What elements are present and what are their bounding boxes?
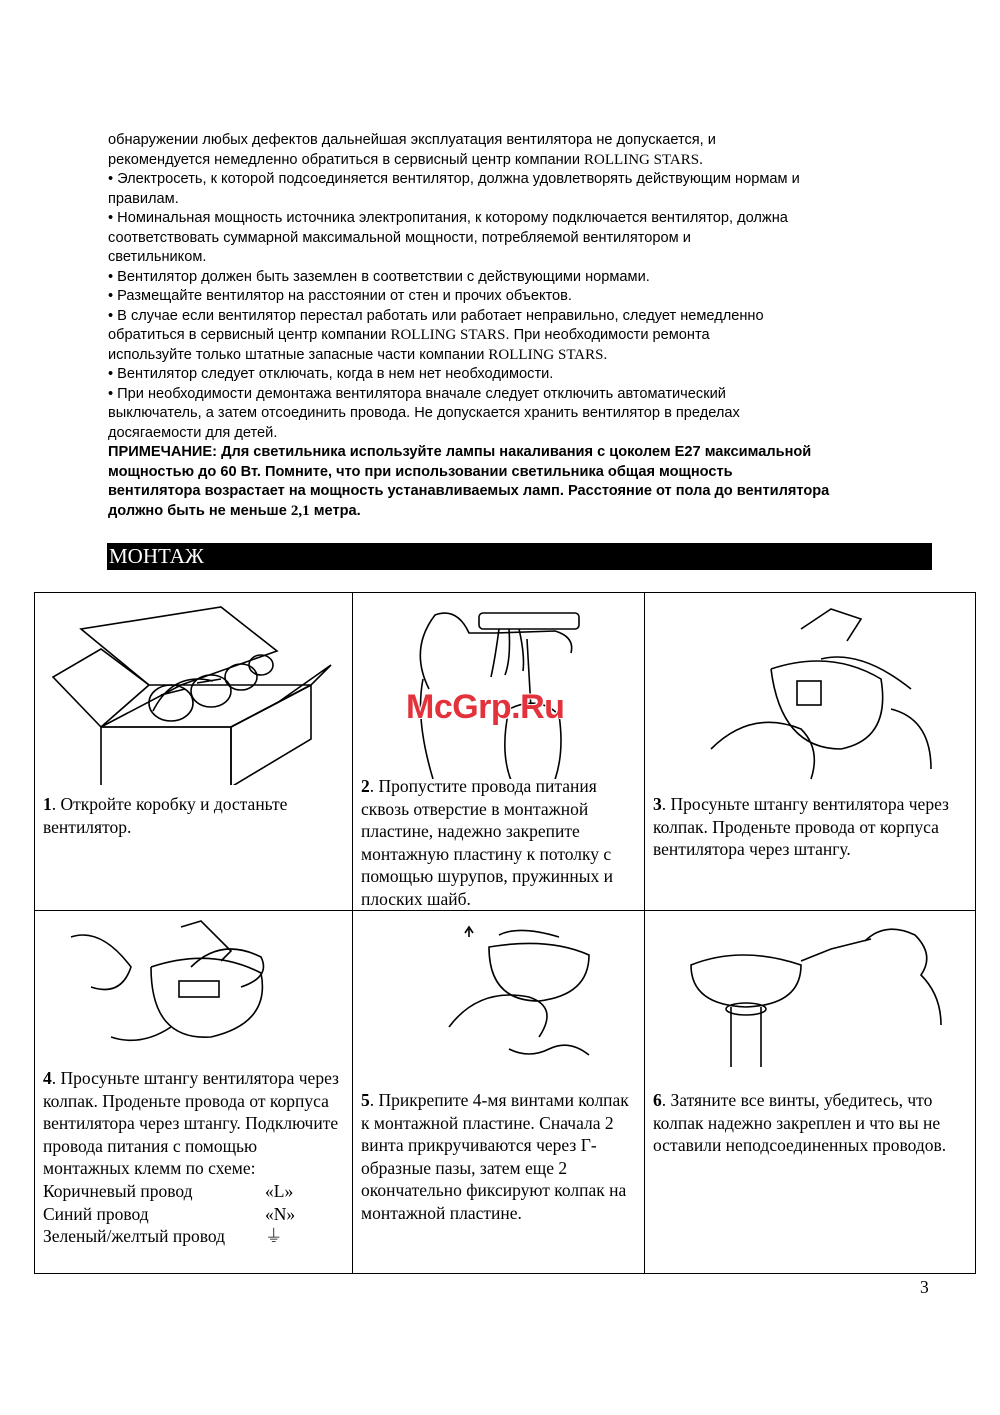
text: мощностью до 60 Вт. Помните, что при использовании светильника общая мощность [108, 463, 733, 480]
text: вентилятора возрастает на мощность устанавливаемых ламп. Расстояние от пола до вентилятора [108, 483, 830, 499]
text: светильником. [108, 249, 207, 265]
wire-name: Коричневый провод [43, 1180, 193, 1201]
step-text: . Пропустите провода питания сквозь отверстие в монтажной пластине, надежно закрепите монтажную пластину к потолку с помощью шурупов, пружинных и плоских шайб. [361, 776, 613, 909]
step-cell-6 [645, 911, 975, 1273]
step-number: 6 [653, 1090, 662, 1110]
bullet-service [108, 307, 938, 327]
wire-name: Синий провод [43, 1203, 149, 1224]
wire-name: Зеленый/желтый провод [43, 1226, 226, 1247]
step-number: 5 [361, 1090, 370, 1110]
intro-line [108, 424, 938, 444]
text: метра. [313, 502, 361, 519]
intro-line [108, 248, 938, 268]
tighten-screws-illustration [651, 917, 951, 1067]
text: используйте только штатные запасные части компании [108, 346, 485, 363]
bullet-grounding [108, 268, 938, 288]
text: рекомендуется немедленно обратиться в сервисный центр компании [108, 151, 580, 168]
text: • Вентилятор следует отключать, когда в нем нет необходимости. [108, 366, 554, 382]
text: • Электросеть, к которой подсоединяется вентилятор, должна удовлетворять действующим нормам и [108, 171, 800, 187]
note-line [108, 443, 938, 463]
step-text: . Откройте коробку и достаньте вентилятор. [43, 794, 288, 837]
step-cell-2 [353, 593, 645, 911]
watermark-logo: McGrp.Ru [406, 688, 565, 726]
brand-name: ROLLING STARS [488, 346, 604, 363]
ground-icon: ⏚ [265, 1226, 283, 1247]
text: • При необходимости демонтажа вентилятора вначале следует отключить автоматический [108, 385, 726, 402]
canopy-wiring-illustration [651, 599, 951, 785]
safety-text [108, 131, 938, 521]
text: обратиться в сервисный центр компании [108, 327, 387, 343]
step-caption [43, 793, 346, 838]
text: должно быть не меньше [108, 502, 287, 519]
step-text: . Просуньте штангу вентилятора через колпак. Проденьте провода от корпуса вентилятора через штангу. [653, 794, 949, 860]
text: . При необходимости ремонта [505, 327, 710, 343]
step-number: 2 [361, 776, 370, 796]
min-height-value: 2,1 [290, 502, 310, 519]
bullet-power-rating [108, 209, 938, 229]
bullet-dismantling [108, 385, 938, 405]
text: ПРИМЕЧАНИЕ: Для светильника используйте лампы накаливания с цоколем Е27 максимальной [108, 444, 812, 460]
terminal-label: «N» [265, 1203, 296, 1224]
note-line [108, 502, 938, 522]
bullet-placement [108, 287, 938, 307]
step-number: 3 [653, 794, 662, 814]
step-cell-1 [35, 593, 353, 911]
text: • Размещайте вентилятор на расстоянии от стен и прочих объектов. [108, 288, 572, 304]
intro-line: рекомендуется немедленно обратиться в сервисный центр компании ROLLING STARS. [108, 151, 703, 168]
text: выключатель, а затем отсоединить провода. Не допускается хранить вентилятор в пределах [108, 405, 740, 421]
step-caption [653, 1089, 969, 1157]
step-caption [43, 1067, 346, 1248]
intro-line [108, 229, 938, 249]
terminal-label: «L» [265, 1180, 294, 1201]
section-title-bar [107, 543, 932, 570]
intro-line [108, 404, 938, 424]
text: • В случае если вентилятор перестал работать или работает неправильно, следует немедленно [108, 307, 764, 324]
step-number: 4 [43, 1068, 52, 1088]
intro-line [108, 326, 938, 346]
section-title: МОНТАЖ [109, 544, 204, 568]
text: досягаемости для детей. [108, 424, 278, 441]
step-text: . Затяните все винты, убедитесь, что колпак надежно закреплен и что вы не оставили неподсоединенных проводов. [653, 1090, 947, 1156]
step-cell-3 [645, 593, 975, 911]
text: обнаружении любых дефектов дальнейшая эксплуатация вентилятора не допускается, и [108, 132, 716, 148]
step-cell-5 [353, 911, 645, 1273]
text: соответствовать суммарной максимальной мощности, потребляемой вентилятором и [108, 229, 691, 246]
bullet-switch-off [108, 365, 938, 385]
note-line [108, 463, 938, 483]
step-caption [653, 793, 969, 861]
open-box-illustration [41, 599, 341, 785]
note-line [108, 482, 938, 502]
step-text: . Просуньте штангу вентилятора через колпак. Проденьте провода от корпуса вентилятора через штангу. Подключите провода питания с помощью монтажных клемм по схеме: [43, 1068, 339, 1179]
step-caption [361, 775, 638, 911]
brand-name: ROLLING STARS [584, 151, 700, 168]
wiring-row [43, 1203, 346, 1226]
wiring-row [43, 1180, 346, 1203]
text: правилам. [108, 190, 179, 207]
brand-name: ROLLING STARS [390, 327, 506, 343]
step-caption [361, 1089, 638, 1225]
text: • Вентилятор должен быть заземлен в соответствии с действующими нормами. [108, 268, 650, 285]
step-text: . Прикрепите 4-мя винтами колпак к монтажной пластине. Сначала 2 винта прикручиваются через Г-образные пазы, затем еще 2 окончательно фиксируют колпак на монтажной пластине. [361, 1090, 629, 1223]
canopy-screws-illustration [359, 917, 639, 1067]
wiring-row [43, 1225, 346, 1248]
terminal-connection-illustration [41, 917, 341, 1057]
bullet-electric-network [108, 170, 938, 190]
intro-line: используйте только штатные запасные части компании ROLLING STARS. [108, 346, 608, 363]
text: • Номинальная мощность источника электропитания, к которому подключается вентилятор, должна [108, 210, 788, 226]
intro-line [108, 190, 938, 210]
page-number: 3 [920, 1277, 929, 1297]
step-cell-4 [35, 911, 353, 1273]
step-number: 1 [43, 794, 52, 814]
intro-line [108, 131, 938, 151]
